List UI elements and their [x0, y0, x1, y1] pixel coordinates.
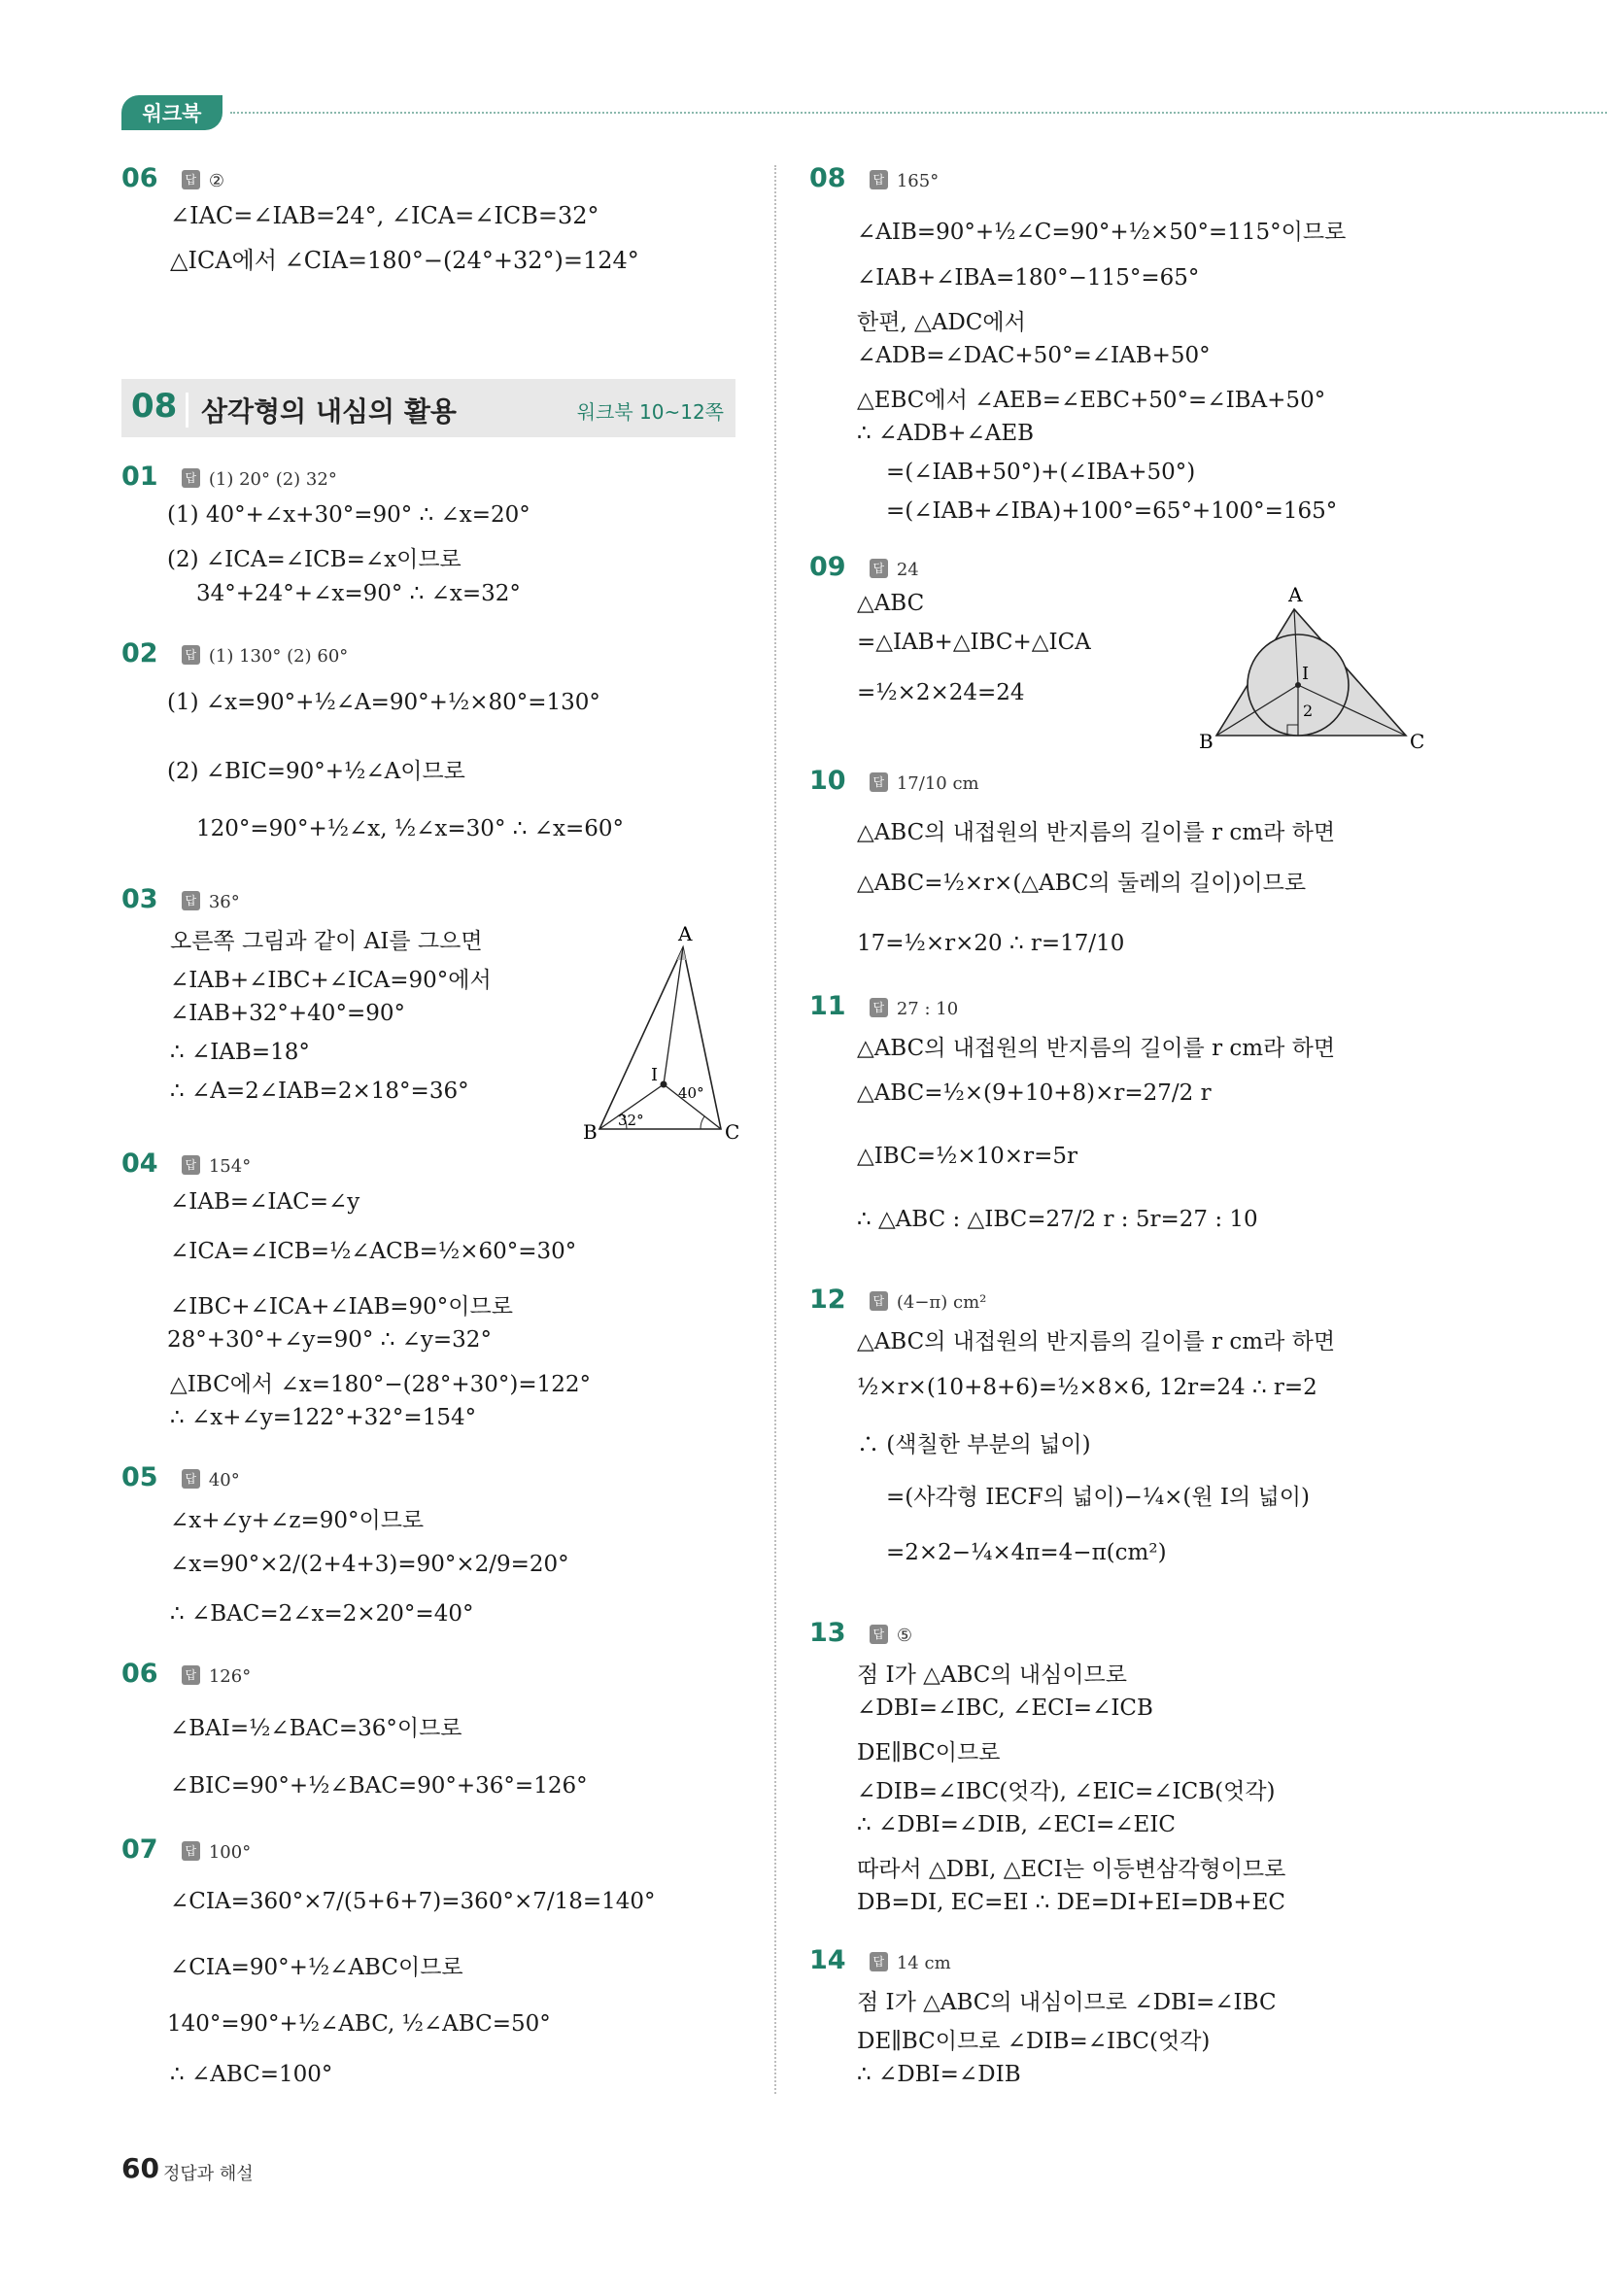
solution-line: △ABC=½×r×(△ABC의 둘레의 길이)이므로: [857, 871, 1307, 896]
solution-line: ∠AIB=90°+½∠C=90°+½×50°=115°이므로: [857, 220, 1347, 245]
problem-12-head: [809, 1285, 986, 1315]
answer-badge: 답: [182, 645, 200, 665]
solution-line: △ICA에서 ∠CIA=180°−(24°+32°)=124°: [170, 247, 639, 274]
solution-line: 오른쪽 그림과 같이 AI를 그으면: [170, 929, 483, 954]
problem-number: 05: [121, 1462, 158, 1492]
answer-badge: 답: [182, 891, 200, 910]
solution-line: ∠BAI=½∠BAC=36°이므로: [170, 1716, 462, 1741]
solution-line: 120°=90°+½∠x, ½∠x=30° ∴ ∠x=60°: [196, 816, 624, 841]
vertex-b-label: B: [583, 1120, 598, 1142]
answer-text: (1) 130° (2) 60°: [208, 646, 349, 667]
solution-line: ∠x=90°×2/(2+4+3)=90°×2/9=20°: [170, 1552, 569, 1577]
answer-text: 36°: [208, 892, 240, 912]
incenter-point: [661, 1081, 667, 1088]
solution-line: ∠IBC+∠ICA+∠IAB=90°이므로: [170, 1294, 513, 1319]
problem-number: 07: [121, 1834, 158, 1865]
problem-number: 06: [121, 163, 158, 193]
problem-01-head: [121, 462, 337, 492]
problem-number: 01: [121, 462, 158, 492]
solution-line: △ABC: [857, 591, 925, 616]
solution-line: (2) ∠ICA=∠ICB=∠x이므로: [167, 547, 462, 572]
answer-badge: 답: [182, 1665, 200, 1685]
answer-text: 24: [896, 560, 919, 580]
angle-c-label: 40°: [678, 1084, 704, 1102]
problem-number: 12: [809, 1285, 846, 1315]
answer-badge: 답: [870, 998, 888, 1017]
answer-text: ⑤: [896, 1626, 912, 1646]
solution-line: ∴ ∠A=2∠IAB=2×18°=36°: [170, 1079, 469, 1104]
solution-line: ∴ ∠DBI=∠DIB, ∠ECI=∠EIC: [857, 1812, 1176, 1837]
solution-line: ∠IAB=∠IAC=∠y: [170, 1189, 360, 1215]
solution-line: △ABC=½×(9+10+8)×r=27/2 r: [857, 1080, 1212, 1106]
answer-badge: 답: [182, 1469, 200, 1489]
angle-b-label: 32°: [618, 1112, 644, 1129]
problem-08-head: [809, 163, 939, 193]
answer-text: 40°: [208, 1470, 240, 1491]
problem-02-head: [121, 638, 348, 668]
incenter-label: I: [1302, 664, 1310, 684]
solution-line: ∠IAB+∠IBA=180°−115°=65°: [857, 265, 1200, 291]
answer-badge: 답: [182, 1841, 200, 1861]
header-dotted-line: [230, 112, 1607, 114]
solution-line: 따라서 △DBI, △ECI는 이등변삼각형이므로: [857, 1857, 1286, 1882]
solution-line: ∠x+∠y+∠z=90°이므로: [170, 1508, 425, 1533]
solution-line: △IBC=½×10×r=5r: [857, 1144, 1077, 1169]
workbook-tag: 워크북: [121, 95, 222, 130]
answer-text: 126°: [208, 1666, 252, 1687]
solution-line: ∠ADB=∠DAC+50°=∠IAB+50°: [857, 343, 1211, 368]
solution-line: △ABC의 내접원의 반지름의 길이를 r cm라 하면: [857, 1036, 1336, 1061]
vertex-c-label: C: [1410, 730, 1425, 753]
vertex-a-label: A: [678, 923, 693, 945]
problem-06a-head: [121, 163, 224, 193]
solution-line: DE∥BC이므로: [857, 1740, 1001, 1765]
answer-text: 100°: [208, 1842, 252, 1863]
angle-c-arc: [701, 1116, 704, 1129]
vertex-b-label: B: [1199, 730, 1214, 753]
answer-badge: 답: [870, 1291, 888, 1311]
solution-line: ∠ICA=∠ICB=½∠ACB=½×60°=30°: [170, 1239, 577, 1264]
solution-line: △EBC에서 ∠AEB=∠EBC+50°=∠IBA+50°: [857, 388, 1326, 413]
solution-line: ∴ (색칠한 부분의 넓이): [857, 1432, 1091, 1457]
page-footer-label: 정답과 해설: [163, 2164, 254, 2184]
column-divider: [774, 165, 776, 2094]
solution-line: =½×2×24=24: [857, 680, 1025, 705]
problem-09-head: [809, 552, 919, 582]
answer-text: (4−π) cm²: [896, 1292, 987, 1313]
solution-line: ∠IAB+∠IBC+∠ICA=90°에서: [170, 968, 492, 993]
problem-14-head: [809, 1945, 951, 1975]
solution-line: △IBC에서 ∠x=180°−(28°+30°)=122°: [170, 1372, 592, 1397]
problem-11-head: [809, 991, 958, 1021]
solution-line: 17=½×r×20 ∴ r=17/10: [857, 931, 1125, 956]
solution-line: ∠IAB+32°+40°=90°: [170, 1001, 405, 1026]
solution-line: ∠IAC=∠IAB=24°, ∠ICA=∠ICB=32°: [170, 202, 599, 229]
solution-line: 점 I가 △ABC의 내심이므로 ∠DBI=∠IBC: [857, 1990, 1277, 2015]
answer-badge: 답: [182, 468, 200, 488]
problem-04-head: [121, 1148, 251, 1179]
solution-line: ∴ △ABC : △IBC=27/2 r : 5r=27 : 10: [857, 1207, 1258, 1232]
workbook-header: [121, 95, 1607, 130]
section-title: 삼각형의 내심의 활용: [201, 395, 457, 428]
figure-09-incircle: [1190, 583, 1433, 758]
vertex-a-label: A: [1288, 583, 1303, 606]
solution-line: 34°+24°+∠x=90° ∴ ∠x=32°: [196, 581, 521, 606]
answer-badge: 답: [870, 1625, 888, 1644]
incenter-point: [1295, 682, 1301, 688]
incenter-label: I: [651, 1065, 659, 1085]
solution-line: =△IAB+△IBC+△ICA: [857, 630, 1091, 655]
solution-line: DB=DI, EC=EI ∴ DE=DI+EI=DB+EC: [857, 1890, 1285, 1915]
answer-text: 154°: [208, 1156, 252, 1177]
answer-badge: 답: [182, 1155, 200, 1175]
answer-badge: 답: [182, 170, 200, 189]
solution-line: =(∠IAB+50°)+(∠IBA+50°): [886, 460, 1196, 485]
problem-number: 14: [809, 1945, 846, 1975]
section-number: 08: [131, 387, 178, 426]
problem-number: 08: [809, 163, 846, 193]
radius-label: 2: [1303, 702, 1314, 720]
answer-text: 17/10 cm: [896, 773, 979, 794]
problem-number: 09: [809, 552, 846, 582]
problem-number: 02: [121, 638, 158, 668]
problem-number: 10: [809, 766, 846, 796]
vertex-c-label: C: [725, 1120, 740, 1142]
answer-badge: 답: [870, 170, 888, 189]
solution-line: ∴ ∠IAB=18°: [170, 1040, 310, 1065]
problem-number: 03: [121, 884, 158, 914]
solution-line: ∴ ∠DBI=∠DIB: [857, 2062, 1021, 2087]
problem-13-head: [809, 1618, 912, 1648]
figure-03-triangle: [573, 923, 748, 1142]
solution-line: =2×2−¼×4π=4−π(cm²): [886, 1540, 1167, 1565]
problem-number: 13: [809, 1618, 846, 1648]
problem-06b-head: [121, 1659, 251, 1689]
solution-line: =(∠IAB+∠IBA)+100°=65°+100°=165°: [886, 498, 1338, 524]
section-page-ref: 워크북 10~12쪽: [576, 400, 724, 424]
solution-line: (1) ∠x=90°+½∠A=90°+½×80°=130°: [167, 690, 600, 715]
solution-line: ∴ ∠ABC=100°: [170, 2062, 333, 2087]
problem-05-head: [121, 1462, 240, 1492]
solution-line: ∴ ∠ADB+∠AEB: [857, 421, 1035, 446]
answer-text: (1) 20° (2) 32°: [208, 469, 337, 490]
solution-line: ∠CIA=360°×7/(5+6+7)=360°×7/18=140°: [170, 1889, 656, 1914]
solution-line: 점 I가 △ABC의 내심이므로: [857, 1662, 1127, 1688]
problem-number: 06: [121, 1659, 158, 1689]
solution-line: ½×r×(10+8+6)=½×8×6, 12r=24 ∴ r=2: [857, 1375, 1317, 1400]
solution-line: ∠CIA=90°+½∠ABC이므로: [170, 1955, 463, 1980]
solution-line: △ABC의 내접원의 반지름의 길이를 r cm라 하면: [857, 820, 1336, 845]
solution-line: ∴ ∠x+∠y=122°+32°=154°: [170, 1405, 477, 1430]
solution-line: 28°+30°+∠y=90° ∴ ∠y=32°: [167, 1327, 492, 1353]
solution-line: 한편, △ADC에서: [857, 310, 1026, 335]
page-number: 60: [121, 2152, 159, 2184]
solution-line: ∠DBI=∠IBC, ∠ECI=∠ICB: [857, 1696, 1153, 1721]
answer-badge: 답: [870, 559, 888, 578]
answer-text: 14 cm: [896, 1953, 951, 1973]
answer-badge: 답: [870, 1952, 888, 1971]
section-separator: [186, 393, 188, 428]
solution-line: ∠BIC=90°+½∠BAC=90°+36°=126°: [170, 1773, 588, 1799]
solution-line: =(사각형 IECF의 넓이)−¼×(원 I의 넓이): [886, 1485, 1310, 1510]
problem-number: 04: [121, 1148, 158, 1179]
solution-line: (2) ∠BIC=90°+½∠A이므로: [167, 759, 465, 784]
solution-line: 140°=90°+½∠ABC, ½∠ABC=50°: [167, 2011, 551, 2037]
answer-text: 165°: [896, 171, 940, 191]
solution-line: (1) 40°+∠x+30°=90° ∴ ∠x=20°: [167, 502, 530, 528]
problem-03-head: [121, 884, 240, 914]
answer-text: 27 : 10: [896, 999, 959, 1019]
solution-line: DE∥BC이므로 ∠DIB=∠IBC(엇각): [857, 2029, 1211, 2054]
section-title-bar: [121, 379, 735, 437]
problem-07-head: [121, 1834, 251, 1865]
problem-10-head: [809, 766, 979, 796]
problem-number: 11: [809, 991, 846, 1021]
answer-text: ②: [208, 171, 224, 191]
solution-line: ∴ ∠BAC=2∠x=2×20°=40°: [170, 1601, 474, 1627]
solution-line: △ABC의 내접원의 반지름의 길이를 r cm라 하면: [857, 1329, 1336, 1354]
solution-line: ∠DIB=∠IBC(엇각), ∠EIC=∠ICB(엇각): [857, 1779, 1276, 1804]
answer-badge: 답: [870, 772, 888, 792]
